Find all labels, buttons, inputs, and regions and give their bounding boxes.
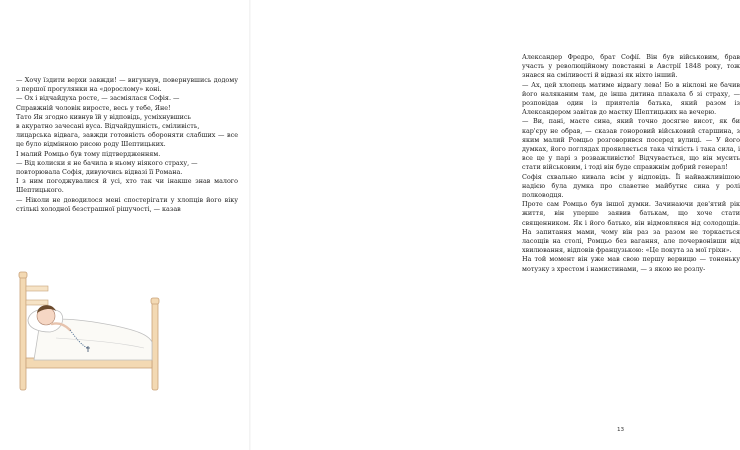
- right-page-text: [522, 53, 740, 274]
- bed-post-cap: [151, 298, 159, 304]
- paragraph: Тато Ян згодно кивнув їй у відповідь, усміхнувшись в акуратно зачесані вуса. Відчайдушність, сміливість, лицарська відвага, завжди готовність обороняти слабших — все це було відмінною рисою роду Шептицьких. І малий Ромцьо був тому підтвердженням.: [16, 112, 238, 158]
- headboard-rail: [26, 300, 48, 305]
- left-page: [0, 0, 250, 450]
- paragraph: На той момент він уже мав свою першу вервицю — тоненьку мотузку з хрестом і намистинами, — з якою не розлу-: [522, 255, 740, 273]
- bed-post-cap: [19, 272, 27, 278]
- bed-post-right: [152, 302, 158, 390]
- paragraph: — Ох і відчайдуха росте, — засміялася Софія. — Справжній чоловік виросте, весь у тебе, Яне!: [16, 94, 180, 112]
- paragraph: Проте сам Ромцьо був іншої думки. Зачинаючи дев'ятий рік життя, він уперше заявив батькам, що хоче стати священником. Як і його батько, він відмовлявся від солодощів. На запитання мами, чому він раз за разом не торкається ласощів на столі, Ромцьо без вагання, але почервонівши від хвилювання, відповів французькою: «Це покута за мої гріхи».: [522, 200, 740, 255]
- paragraph: Александер Фредро, брат Софії. Він був військовим, брав участь у революційному повстанні в Австрії 1848 року, тож знався на сміливості й відвазі як ніхто інший.: [522, 53, 740, 80]
- paragraph: — Ніколи не доводилося мені спостерігати у хлопців його віку стількі холодної безстрашної рішучості, — казав: [16, 195, 238, 213]
- left-page-text: [16, 76, 238, 214]
- paragraph: Софія схвально кивала всім у відповідь. Її найважливішою надією була думка про славетне майбутнє сина у ролі полководця.: [522, 172, 740, 200]
- sleeping-child-illustration: [16, 262, 168, 394]
- paragraph: — Ах, цей хлопець матиме відвагу лева! Бо в ніклоні не бачив його наляканим там, де інша дитина плакала б зі страху, — розповідав один із приятелів батька, який разом із Александером завітав до маєтку Шептицьких на вечерю.: [522, 80, 740, 117]
- bed-post-left: [20, 276, 26, 390]
- headboard-rail: [26, 286, 48, 291]
- paragraph: І з ним погоджувалися й усі, хто так чи інакше знав малого Шептицького.: [16, 177, 238, 195]
- paragraph: — Хочу їздити верхи завжди! — вигукнув, повернувшись додому з першої прогулянки на «дорослому» коні.: [16, 76, 238, 94]
- paragraph: — Ви, пані, маєте сина, який точно досягне висот, як би кар'єру не обрав, — сказав гоноровий військовий старшина, з яким малий Ромцьо розговорився посеред вулиці. — У його думках, його поглядах проявляється така чіткість і така сила, і все це у парі з розважливістю! Відчувається, що він мусить стати військовим, і тоді він буде справжнім добрий генерал!: [522, 117, 740, 172]
- paragraph: — Від колиски я не бачила в ньому ніякого страху, — повторювала Софія, дивуючись відвазі її Романа.: [16, 158, 198, 177]
- page-number: 13: [617, 427, 625, 433]
- right-page: [250, 0, 740, 450]
